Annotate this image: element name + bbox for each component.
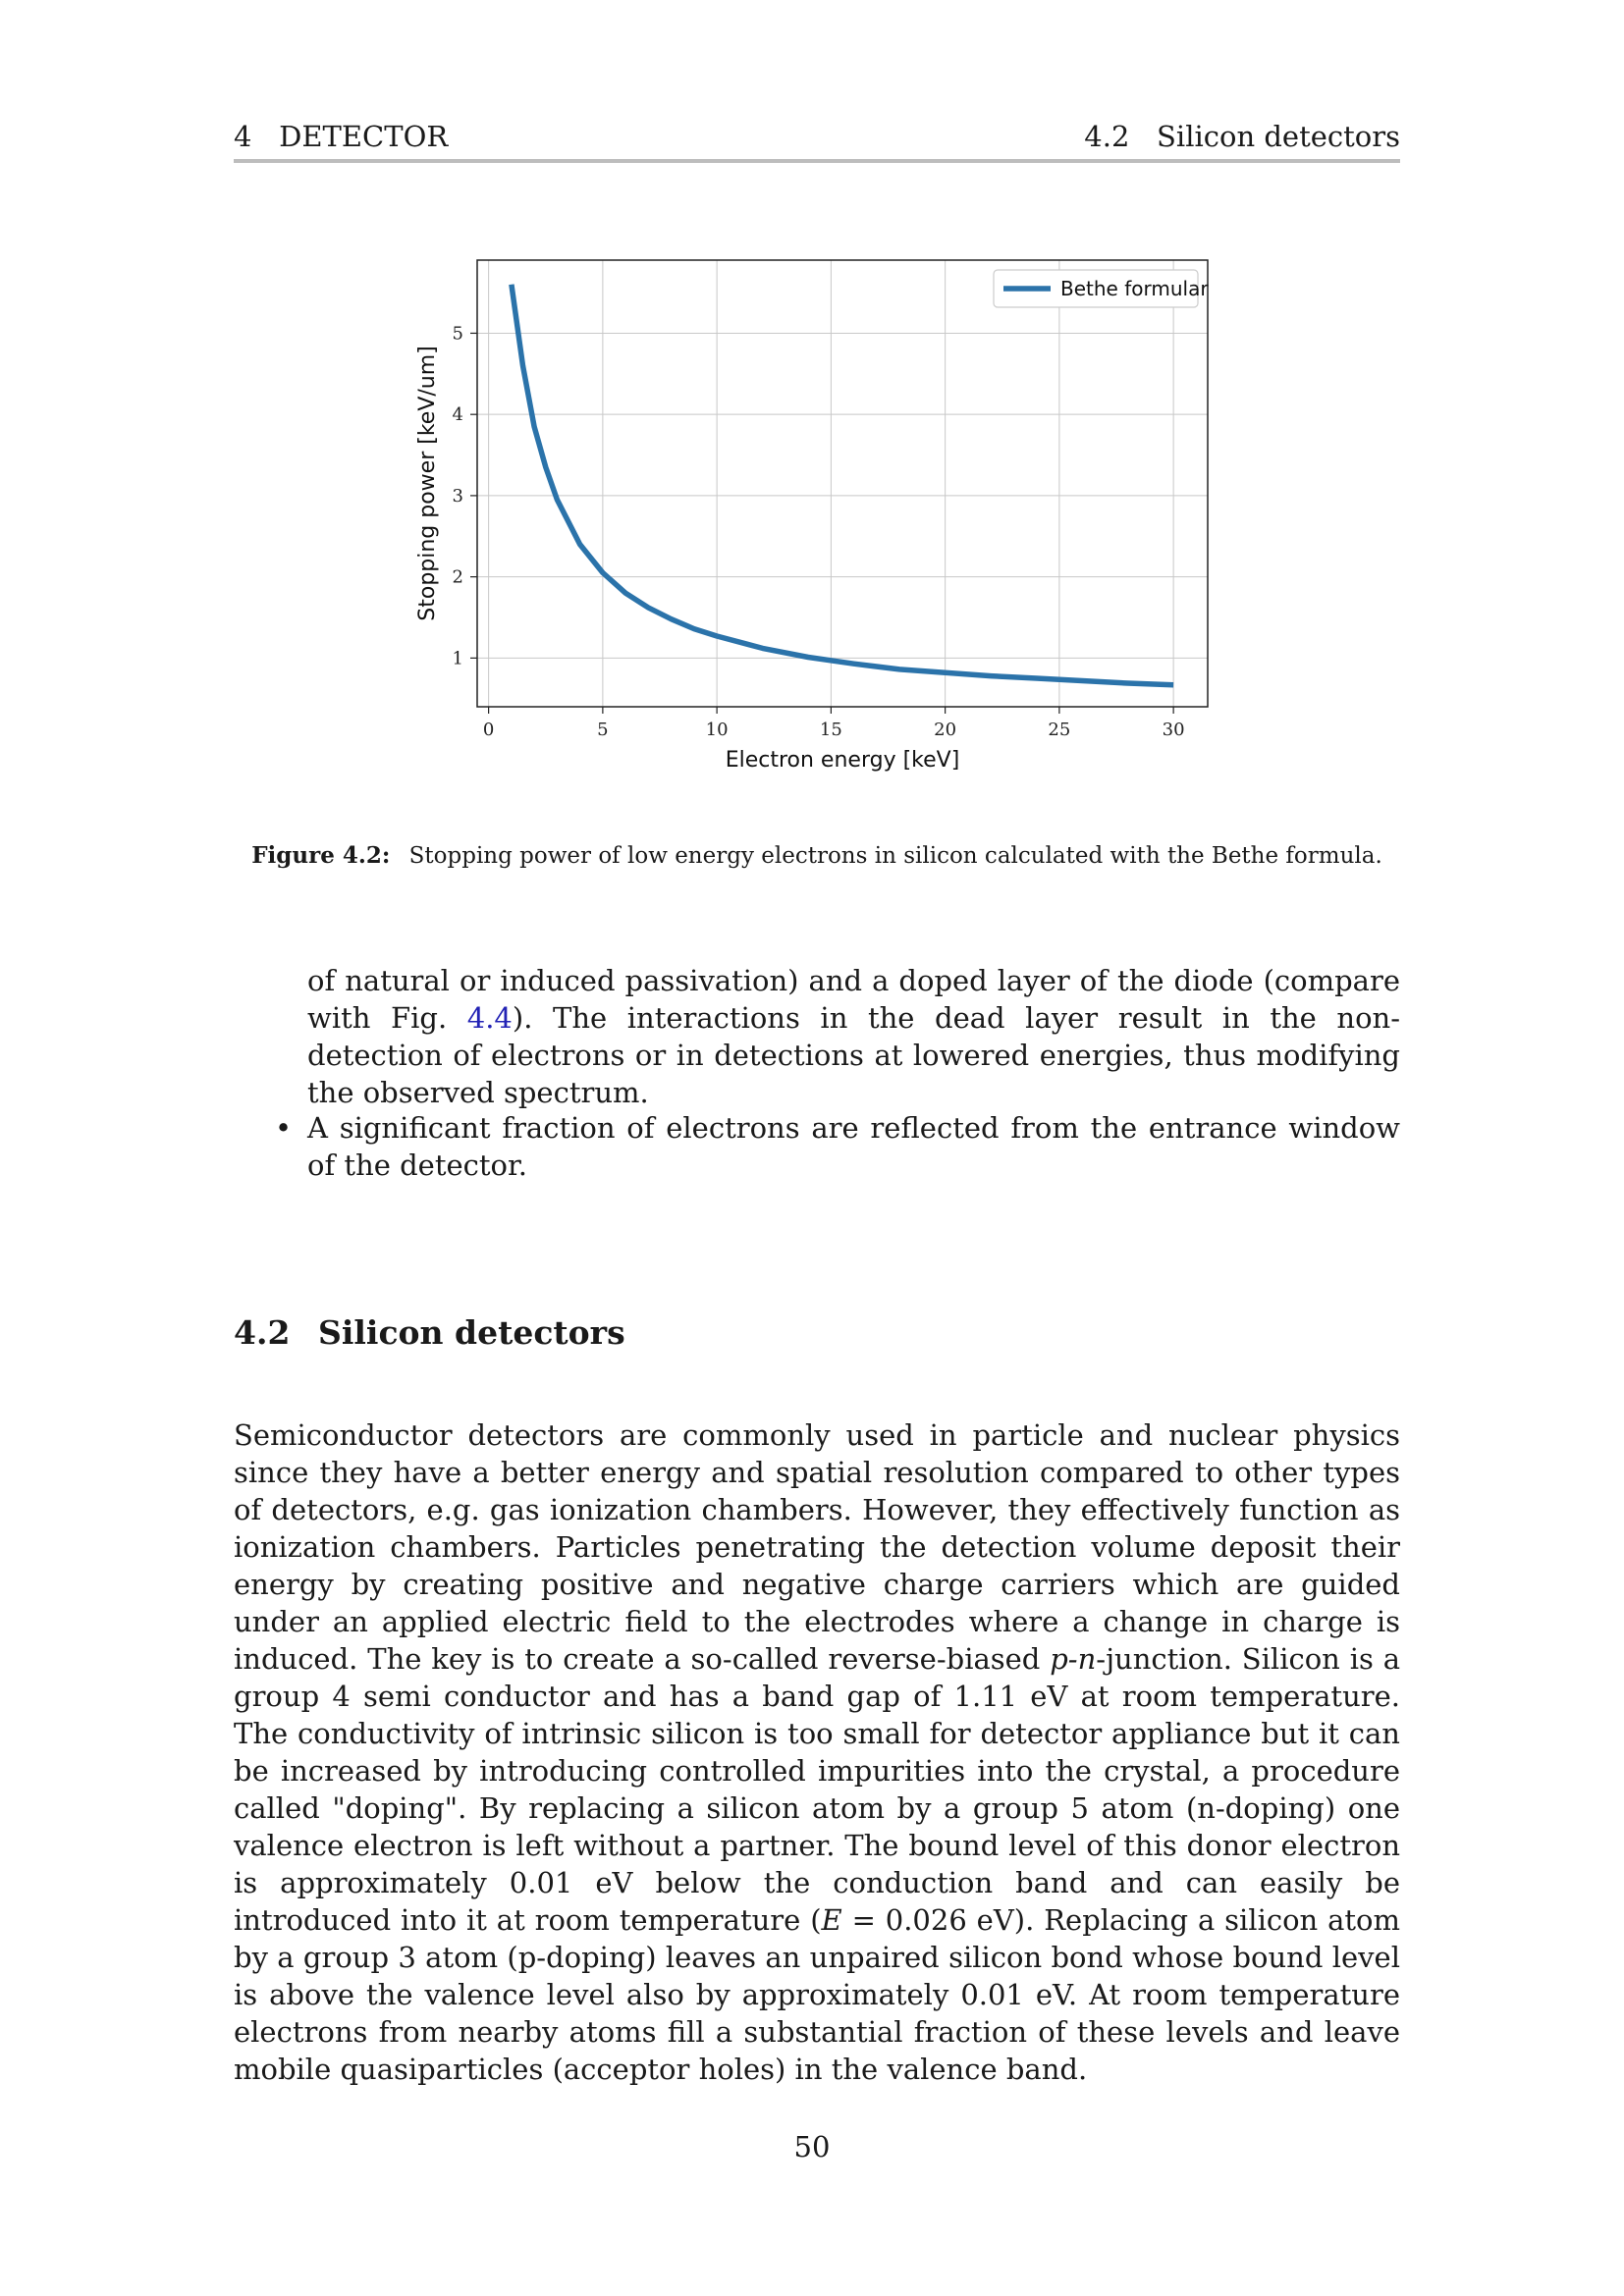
figure-link[interactable]: 4.4 <box>466 1001 513 1035</box>
x-tick-label: 10 <box>705 720 729 740</box>
plot-frame <box>477 260 1208 707</box>
stopping-power-chart <box>412 250 1218 780</box>
y-tick-label: 4 <box>452 404 463 426</box>
continuation-text-2: ). The interactions in the dead layer result in the non-detection of electrons or in detections at lowered energies, thus modifying the observed spectrum. <box>307 1001 1401 1109</box>
figure-caption <box>234 842 1400 869</box>
figure-caption-text: Stopping power of low energy electrons in silicon calculated with the Bethe formula. <box>408 843 1382 869</box>
body-text-1: Semiconductor detectors are commonly used in particle and nuclear physics since they have a better energy and spatial resolution compared to other types of detectors, e.g. gas ionization chambers. However, they effectively function as ionization chambers. Particles penetrating the detection volume deposit their energy by creating positive and negative charge carriers which are guided under an applied electric field to the electrodes where a change in charge is induced. The key is to create a so-called reverse-biased <box>234 1418 1400 1676</box>
continuation-paragraph <box>307 962 1400 1111</box>
bullet-text: A significant fraction of electrons are reflected from the entrance window of the detector. <box>307 1111 1400 1182</box>
x-axis-label: Electron energy [keV] <box>725 748 960 773</box>
x-tick-label: 5 <box>597 720 609 740</box>
x-tick-label: 15 <box>819 720 842 740</box>
y-axis-label: Stopping power [keV/um] <box>415 346 440 621</box>
chapter-title: 4 DETECTOR <box>234 120 449 153</box>
section-number: 4.2 <box>234 1313 291 1352</box>
body-text-3: = 0.026 eV). Replacing a silicon atom by a group 3 atom (p-doping) leaves an unpaired silicon bond whose bound level is above the valence level also by approximately 0.01 eV. At room temperature electrons from nearby atoms fill a substantial fraction of these levels and leave mobile quasiparticles (acceptor holes) in the valence band. <box>234 1903 1401 2086</box>
figure-label: Figure 4.2: <box>251 842 391 869</box>
body-text-2: -junction. Silicon is a group 4 semi conductor and has a band gap of 1.11 eV at room temperature. The conductivity of intrinsic silicon is too small for detector appliance but it can be increased by introducing controlled impurities into the crystal, a procedure called "doping". By replacing a silicon atom by a group 5 atom (n-doping) one valence electron is left without a partner. The bound level of this donor electron is approximately 0.01 eV below the conduction band and can easily be introduced into it at room temperature ( <box>234 1642 1400 1937</box>
y-tick-label: 5 <box>452 323 463 345</box>
x-tick-label: 25 <box>1048 720 1071 740</box>
legend-label: Bethe formular <box>1060 277 1209 300</box>
section-running-title: 4.2 Silicon detectors <box>1084 120 1400 153</box>
section-heading <box>234 1313 625 1352</box>
series-line <box>512 285 1173 685</box>
continuation-text-1: of natural or induced passivation) and a doped layer of the diode (compare with Fig. <box>307 964 1400 1035</box>
bullet-symbol: • <box>275 1111 293 1145</box>
energy-symbol: E <box>821 1903 842 1937</box>
y-tick-label: 3 <box>452 485 463 507</box>
x-tick-label: 20 <box>934 720 957 740</box>
section-title: Silicon detectors <box>318 1313 625 1352</box>
x-tick-label: 0 <box>482 720 495 740</box>
x-tick-label: 30 <box>1162 720 1185 740</box>
page-number: 50 <box>793 2130 831 2163</box>
header-rule <box>234 159 1400 163</box>
running-header <box>234 120 1400 157</box>
pn-junction-term: p-n <box>1050 1642 1097 1676</box>
body-paragraph <box>234 1416 1400 2088</box>
y-tick-label: 1 <box>452 648 463 669</box>
y-tick-label: 2 <box>452 566 463 588</box>
